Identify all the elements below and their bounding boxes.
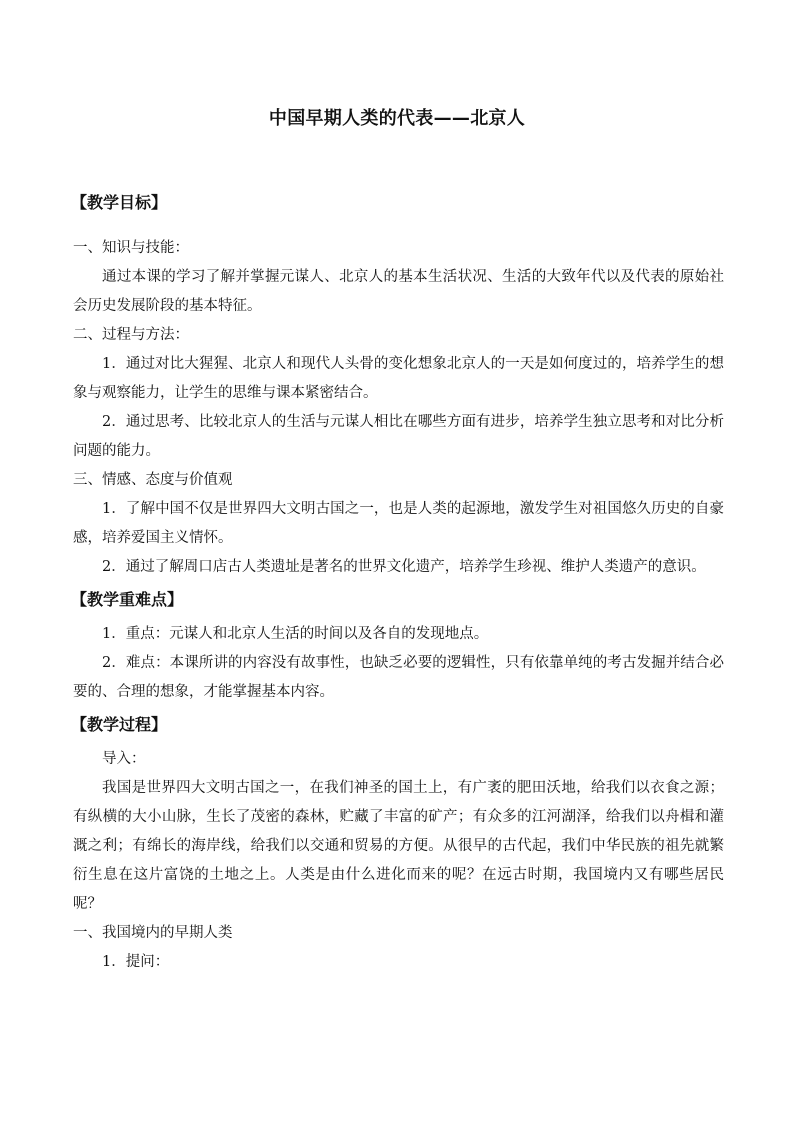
process-part-1-label: 一、我国境内的早期人类	[73, 925, 233, 941]
process-intro-label: 导入：	[102, 751, 146, 767]
goal-knowledge-label: 一、知识与技能：	[73, 240, 189, 256]
goal-process-item-2: 2．通过思考、比较北京人的生活与元谋人相比在哪些方面有进步，培养学生独立思考和对比分析问题的能力。	[73, 414, 724, 459]
section-heading-process: 【教学过程】	[71, 715, 168, 734]
goal-emotion-item-1: 1．了解中国不仅是世界四大文明古国之一，也是人类的起源地，激发学生对祖国悠久历史的自豪感，培养爱国主义情怀。	[73, 501, 724, 546]
goal-process-item-1: 1．通过对比大猩猩、北京人和现代人头骨的变化想象北京人的一天是如何度过的，培养学生的想象与观察能力，让学生的思维与课本紧密结合。	[73, 356, 724, 401]
section-heading-key-points: 【教学重难点】	[71, 590, 184, 609]
section-heading-goals: 【教学目标】	[71, 193, 168, 212]
goal-emotion-label: 三、情感、态度与价值观	[73, 472, 233, 488]
goal-process-label: 二、过程与方法：	[73, 327, 189, 343]
document-title: 中国早期人类的代表——北京人	[268, 108, 526, 129]
goal-knowledge-text: 通过本课的学习了解并掌握元谋人、北京人的基本生活状况、生活的大致年代以及代表的原始社会历史发展阶段的基本特征。	[73, 269, 724, 314]
process-part-1-item-1: 1．提问：	[102, 954, 170, 970]
key-point-2: 2．难点：本课所讲的内容没有故事性，也缺乏必要的逻辑性，只有依靠单纯的考古发掘并结合必要的、合理的想象，才能掌握基本内容。	[73, 655, 724, 700]
key-point-1: 1．重点：元谋人和北京人生活的时间以及各自的发现地点。	[102, 626, 489, 642]
process-intro-text: 我国是世界四大文明古国之一，在我们神圣的国土上，有广袤的肥田沃地，给我们以衣食之源；有纵横的大小山脉，生长了茂密的森林，贮藏了丰富的矿产；有众多的江河湖泽，给我们以舟楫和灌溉之利；有绵长的海岸线，给我们以交通和贸易的方便。从很早的古代起，我们中华民族的祖先就繁衍生息在这片富饶的土地之上。人类是由什么进化而来的呢？在远古时期，我国境内又有哪些居民呢？	[73, 780, 724, 912]
goal-emotion-item-2: 2．通过了解周口店古人类遗址是著名的世界文化遗产，培养学生珍视、维护人类遗产的意识。	[102, 559, 706, 575]
document-body	[73, 188, 724, 977]
